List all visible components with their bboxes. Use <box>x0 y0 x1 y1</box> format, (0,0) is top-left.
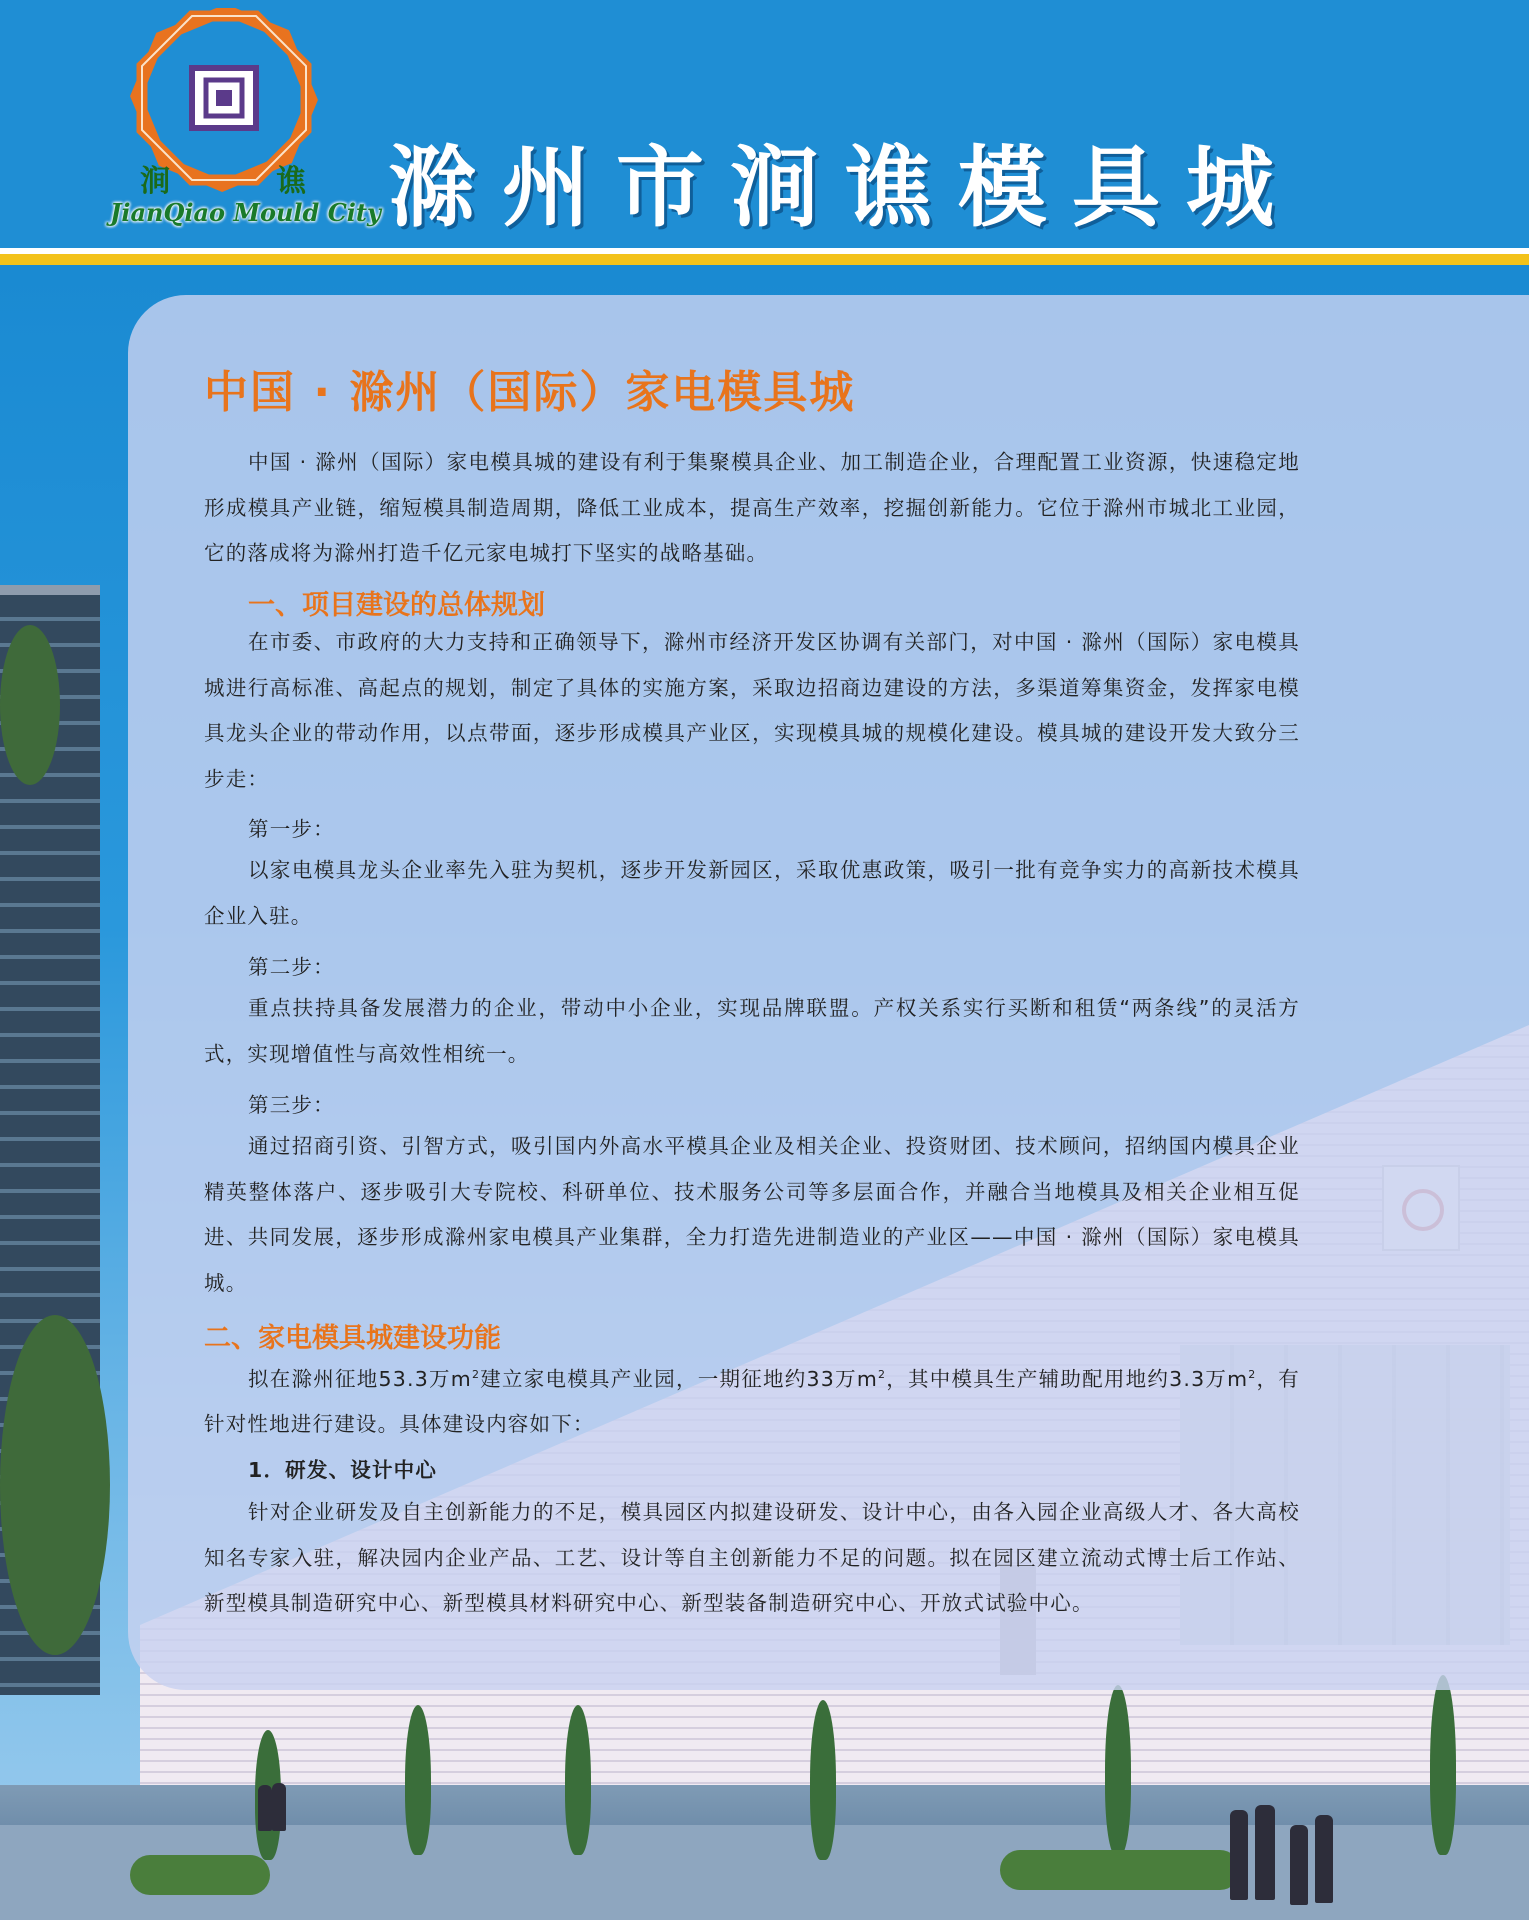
subsection1-title: 1．研发、设计中心 <box>248 1458 438 1482</box>
subsection1-paragraph: 针对企业研发及自主创新能力的不足，模具园区内拟建设研发、设计中心，由各入园企业高级人才、各大高校知名专家入驻，解决园内企业产品、工艺、设计等自主创新能力不足的问题。拟在园区建立流动式博士后工作站、新型模具制造研究中心、新型模具材料研究中心、新型装备制造研究中心、开放式试验中心。 <box>204 1500 1300 1616</box>
tree <box>0 1315 110 1655</box>
intro-paragraph: 中国 · 滁州（国际）家电模具城的建设有利于集聚模具企业、加工制造企业，合理配置工业资源，快速稳定地形成模具产业链，缩短模具制造周期，降低工业成本，提高生产效率，挖掘创新能力。它位于滁州市城北工业园，它的落成将为滁州打造千亿元家电城打下坚实的战略基础。 <box>204 450 1300 566</box>
pedestrian <box>1230 1810 1248 1900</box>
pedestrian <box>272 1783 286 1831</box>
tree <box>0 625 60 785</box>
site-title: 滁州市涧谯模具城 <box>388 136 1301 239</box>
step2-label: 第二步： <box>248 955 335 979</box>
shrub <box>1000 1850 1240 1890</box>
cypress-tree <box>1105 1685 1131 1855</box>
superscript-squared: 2 <box>878 1368 887 1381</box>
shrub <box>130 1855 270 1895</box>
step3-paragraph: 通过招商引资、引智方式，吸引国内外高水平模具企业及相关企业、投资财团、技术顾问，招纳国内模具企业精英整体落户、逐步吸引大专院校、科研单位、技术服务公司等多层面合作，并融合当地模具及相关企业相互促进、共同发展，逐步形成滁州家电模具产业集群，全力打造先进制造业的产业区——中国 · 滁州（国际）家电模具城。 <box>204 1134 1300 1295</box>
superscript-squared: 2 <box>471 1368 481 1381</box>
article-title: 中国 · 滁州（国际）家电模具城 <box>204 367 856 418</box>
cypress-tree <box>565 1705 591 1855</box>
jianqiao-logo <box>96 8 381 233</box>
section1-paragraph: 在市委、市政府的大力支持和正确领导下，滁州市经济开发区协调有关部门，对中国 · 滁州（国际）家电模具城进行高标准、高起点的规划，制定了具体的实施方案，采取边招商边建设的方法，多渠道筹集资金，发挥家电模具龙头企业的带动作用，以点带面，逐步形成模具产业区，实现模具城的规模化建设。模具城的建设开发大致分三步走： <box>204 630 1300 791</box>
step3-label: 第三步： <box>248 1093 335 1117</box>
section1-title: 一、项目建设的总体规划 <box>248 590 545 621</box>
logo-character-right: 谯 <box>276 164 306 199</box>
header-divider-yellow <box>0 254 1529 265</box>
section2-text-part-d: ，有针对性地进行建设。具体建设内容如下： <box>204 1366 1301 1437</box>
step1-label: 第一步： <box>248 817 335 841</box>
pedestrian <box>1290 1825 1308 1905</box>
section2-title: 二、家电模具城建设功能 <box>204 1323 501 1354</box>
section2-text-part-a: 拟在滁州征地53.3万m <box>248 1366 472 1391</box>
section2-text-part-b: 建立家电模具产业园，一期征地约33万m <box>480 1366 879 1391</box>
pedestrian <box>1315 1815 1333 1903</box>
section2-paragraph <box>204 1352 1300 1448</box>
pedestrian <box>258 1785 272 1831</box>
step2-paragraph: 重点扶持具备发展潜力的企业，带动中小企业，实现品牌联盟。产权关系实行买断和租赁“两条线”的灵活方式，实现增值性与高效性相统一。 <box>204 996 1300 1066</box>
header-bar <box>0 0 1529 255</box>
cypress-tree <box>405 1705 431 1855</box>
cypress-tree <box>810 1700 836 1860</box>
star-logo-icon <box>96 8 346 198</box>
pedestrian <box>1255 1805 1275 1900</box>
step1-paragraph: 以家电模具龙头企业率先入驻为契机，逐步开发新园区，采取优惠政策，吸引一批有竞争实力的高新技术模具企业入驻。 <box>204 858 1300 928</box>
logo-english-name: JianQiao Mould City <box>110 198 381 227</box>
superscript-squared: 2 <box>1248 1368 1257 1381</box>
section2-text-part-c: ，其中模具生产辅助配用地约3.3万m <box>886 1366 1249 1391</box>
cypress-tree <box>1430 1675 1456 1855</box>
logo-character-left: 涧 <box>140 164 170 199</box>
